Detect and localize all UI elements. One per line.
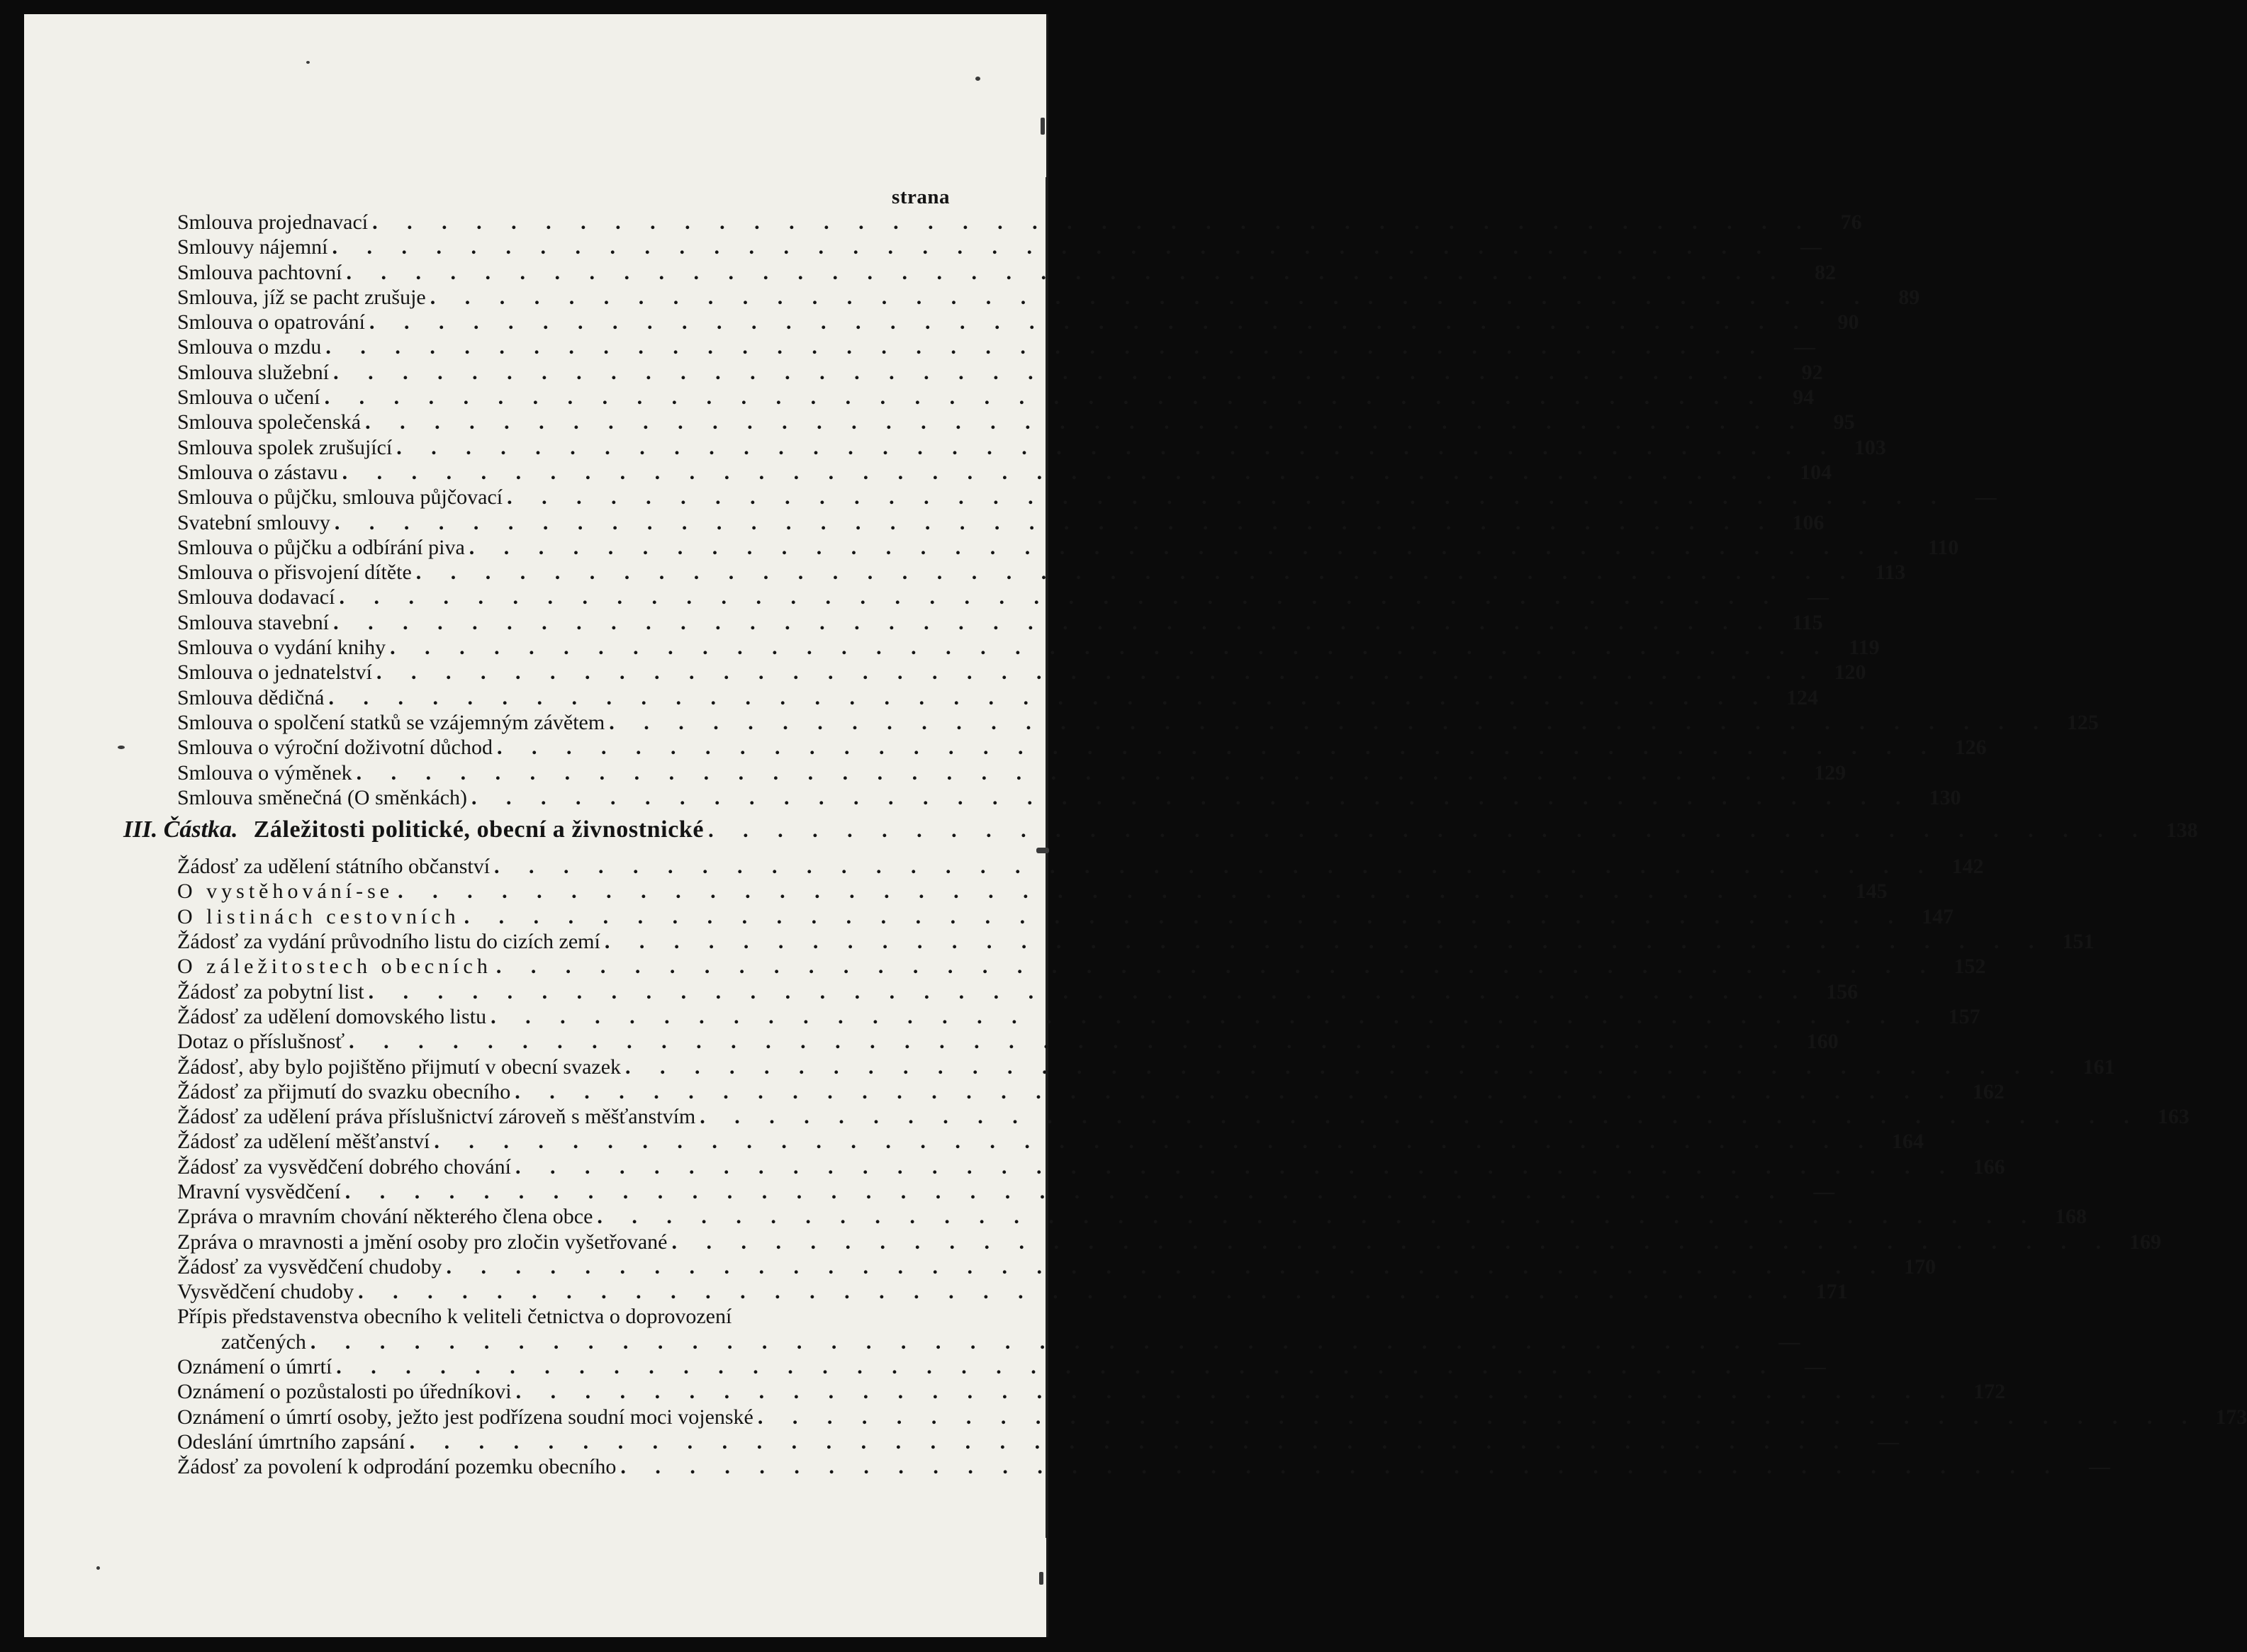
entry-page-number: 94	[1793, 386, 1815, 410]
entry-page-number: 142	[1951, 855, 1984, 879]
section-label: III. Částka.	[123, 816, 238, 843]
entry-page-number: 160	[1806, 1030, 1839, 1054]
entry-page-number: 92	[1801, 360, 1823, 384]
entry-page-number: 110	[1927, 535, 1959, 559]
entry-page-number: —	[1804, 1355, 1826, 1379]
entry-title: Žádosť za udělení měšťanství	[177, 1130, 430, 1154]
entry-page-number: 169	[2129, 1230, 2161, 1254]
entry-title: Smlouva o mzdu	[177, 335, 322, 359]
entry-page-number: 156	[1826, 979, 1859, 1004]
dot-leader: . . . . . . . . . . . . . . . . . . . . . . . . . . . . . . . . . . . . . . . . . .	[368, 979, 1810, 1004]
entry-title: Oznámení o úmrtí osoby, ježto jest podřízena soudní moci vojenské	[177, 1405, 753, 1429]
entry-title: Žádosť za přijmutí do svazku obecního	[177, 1079, 511, 1103]
dot-leader: . . . . . . . . . . . . . . . . . . . . . . . . . . . . . . . . . . . . . . . . . .	[372, 210, 1814, 234]
dot-leader: . . . . . . . . . . . . . . . . . . . . . . . . . . . . . . . . . . . . . . . . . .	[415, 561, 1858, 585]
toc-entry	[177, 1330, 1800, 1354]
print-speck	[975, 77, 980, 81]
toc-entry	[177, 485, 1997, 510]
toc-entry	[177, 904, 1954, 929]
entry-title: Žádosť za vydání průvodního listu do cizích zemí	[177, 930, 600, 954]
toc-entry	[177, 410, 1855, 434]
print-speck	[1036, 848, 1049, 853]
entry-page-number: 76	[1840, 210, 1862, 234]
toc-entry	[177, 1204, 2087, 1229]
entry-page-number: 106	[1792, 510, 1825, 534]
entry-title: Smlouva spolek zrušující	[177, 435, 393, 459]
print-speck	[118, 746, 125, 749]
entry-page-number: 125	[2066, 710, 2099, 734]
dot-leader: . . . . . . . . . . . . . . . . . . . . . . . . . . . . . . . . . . . . . . . . . .	[376, 661, 1818, 685]
entry-title: Mravní vysvědčení	[177, 1179, 341, 1203]
entry-title: Žádosť za povolení k odprodání pozemku obecního	[177, 1455, 617, 1479]
dot-leader: . . . . . . . . . . . . . . . . . . . . . . . . . . . . . . . . . . . . . . . . . .	[310, 1330, 1752, 1354]
entry-title: Žádosť, aby bylo pojištěno přijmutí v obecní svazek	[177, 1055, 622, 1079]
dot-leader: . . . . . . . . . . . . . . . . . . . . . . . . . . . . . . . . . . . . . . . . . .	[365, 410, 1807, 434]
entry-title: Svatební smlouvy	[177, 510, 330, 534]
toc-entry	[177, 854, 1984, 879]
entry-page-number: 130	[1929, 785, 1961, 809]
dot-leader: . . . . . . . . . . . . . . . . . . . . . . . . . . . . . . . . . . . . . . . . . .	[446, 1254, 1888, 1279]
dot-leader: . . . . . . . . . . . . . . . . . . . . . . . . . . . . . . . . . . . . . . . . . .	[349, 1030, 1791, 1054]
entry-title: Smlouva o půjčku a odbírání piva	[177, 535, 465, 559]
entry-page-number: 163	[2157, 1105, 2190, 1129]
entry-page-number: 170	[1904, 1254, 1937, 1279]
entry-title: Smlouva o zástavu	[177, 460, 338, 484]
entry-page-number: 152	[1954, 955, 1986, 979]
entry-title: O záležitostech obecních	[177, 955, 492, 979]
toc-entry	[177, 1004, 1980, 1029]
section-page-number: 138	[2165, 819, 2198, 843]
toc-entry	[177, 335, 1815, 359]
toc-entry	[177, 760, 1847, 785]
entry-title: Žádosť za udělení práva příslušnictví zároveň s měšťanstvím	[177, 1105, 696, 1129]
entry-page-number: 147	[1922, 904, 1954, 928]
entry-page-number: 115	[1792, 610, 1823, 634]
toc-entry	[177, 560, 1906, 585]
toc-entry	[177, 929, 2095, 954]
toc-entry	[177, 785, 1961, 810]
toc-entry	[177, 1254, 1937, 1279]
entry-page-number: 151	[2062, 930, 2095, 954]
toc-entry	[177, 1429, 1900, 1454]
toc-entry	[177, 360, 1823, 385]
dot-leader: . . . . . . . . . . . . . . . . . . . . . . . . . . . . . . . . . . . . . . . . . .	[604, 930, 2046, 954]
dot-leader: . . . . . . . . . . . . . . . . . . . . . . . . . . . . . . . . . . . . . . . . . .	[409, 1429, 1851, 1454]
print-speck	[306, 61, 310, 64]
dot-leader: . . . . . . . . . . . . . . . . . . . . . . . . . . . . . . . . . . . . . . . . . .	[494, 855, 1936, 879]
entry-title: Dotaz o příslušnosť	[177, 1030, 345, 1054]
toc-entry	[177, 685, 1818, 710]
dot-leader: . . . . . . . . . . . . . . . . . . . . . . . . . . . . . . . . . . . . . . . . . .	[398, 880, 1839, 904]
dot-leader: . . . . . . . . . . . . . . . . . . . . . . . . . . . . . . . . . . . . . . . . . .	[325, 335, 1767, 359]
toc-entry	[177, 610, 1823, 635]
entry-title: Zpráva o mravnosti a jmění osoby pro zločin vyšetřované	[177, 1230, 668, 1254]
toc-entry	[177, 310, 1859, 335]
dot-leader: . . . . . . . . . . . . . . . . . . . . . . . . . . . . . . . . . . . . . . . . . .	[495, 955, 1938, 979]
toc-entry	[177, 210, 1862, 235]
toc-entry	[177, 1379, 2006, 1404]
entry-title: Smlouva o učení	[177, 386, 320, 410]
entry-title: Smlouva o půjčku, smlouva půjčovací	[177, 485, 503, 510]
entry-page-number: —	[1807, 585, 1829, 609]
toc-entry	[177, 1454, 2110, 1479]
toc-entry	[177, 1354, 1826, 1379]
entry-page-number: 103	[1854, 435, 1886, 459]
dot-leader: . . . . . . . . . . . . . . . . . . . . . . . . . . . . . . . . . . . . . . . . . .	[344, 1179, 1787, 1203]
entry-title: Smlouva, jíž se pacht zrušuje	[177, 285, 426, 309]
print-speck	[1039, 1572, 1043, 1585]
entry-title: Smlouva o výměnek	[177, 760, 352, 785]
dot-leader: . . . . . . . . . . . . . . . . . . . . . . . . . . . . . . . . . . . . . . . . . .	[757, 1405, 2200, 1429]
entry-page-number: —	[2088, 1455, 2110, 1479]
entry-title: Žádosť za pobytní list	[177, 979, 364, 1004]
dot-leader: . . . . . . . . . . . . . . . . . . . . . . . . . . . . . . . . . . . . . . . . . .	[390, 636, 1832, 660]
toc-entry	[177, 1304, 950, 1329]
toc-entry	[177, 1405, 2247, 1429]
toc-entry	[177, 710, 2099, 735]
dot-leader: . . . . . . . . . . . . . . . . . . . . . . . . . . . . . . . . . . . . . . . . . .	[507, 485, 1949, 510]
entry-title: Smlouva společenská	[177, 410, 362, 434]
entry-page-number: —	[1975, 485, 1997, 510]
dot-leader: . . . . . . . . . . . . . . . . . . . . . . . . . . . . . . . . . . . . . . . . . .	[515, 1079, 1956, 1103]
print-speck	[1041, 118, 1045, 135]
dot-leader: . . . . . . . . . . . . . . . . . . . . . . . . . . . . . . . . . . . . . . . . . .	[515, 1154, 1957, 1179]
dot-leader: . . . . . . . . . . . . . . . . . . . . . . . . . . . . . . . . . . . . . . . . . .	[346, 260, 1788, 284]
entry-page-number: 126	[1954, 736, 1987, 760]
entry-title: Smlouva o opatrování	[177, 310, 365, 335]
toc-entry	[177, 735, 1987, 760]
dot-leader: . . . . . . . . . . . . . . . . . . . . . . . . . . . . . . . . . . . . . . . . . .	[496, 736, 1939, 760]
toc-entry	[177, 460, 1832, 485]
dot-leader: . . . . . . . . . . . . . . . . . . . . . . . . . . . . . . . . . . . . . . . . . .	[597, 1205, 2039, 1229]
entry-page-number: —	[1813, 1179, 1835, 1203]
entry-title: Vysvědčení chudoby	[177, 1280, 354, 1304]
dot-leader: . . . . . . . . . . . . . . . . . . . . . . . . . . . . . . . . . . . . . . . . . .	[356, 760, 1798, 785]
toc-entry	[177, 1079, 2005, 1104]
toc-entry	[177, 1279, 1848, 1304]
toc-entry	[177, 235, 1822, 259]
entry-title: Smlouvy nájemní	[177, 235, 328, 259]
dot-leader: . . . . . . . . . . . . . . . . . . . . . . . . . . . . . . . . . . . . . . . . . .	[369, 310, 1811, 335]
entry-title: Oznámení o pozůstalosti po úředníkovi	[177, 1380, 512, 1404]
dot-leader: . . . . . . . . . . . . . . . . . . . . . . . . . . . . . . . . . . . . . . . . . .	[396, 435, 1838, 459]
toc-entry	[177, 879, 1888, 904]
entry-page-number: 124	[1786, 685, 1818, 709]
dot-leader: . . . . . . . . . . . . . . . . . . . . . . . . . . . . . . . . . . . . . . . . . .	[464, 904, 1906, 928]
toc-entry	[177, 1104, 2190, 1129]
toc-entry	[177, 954, 1986, 979]
dot-leader: . . . . . . . . . . . . . . . . . . . . . . . . . . . . . . . . . . . . . . . . . .	[358, 1280, 1800, 1304]
entry-title: Smlouva o výroční doživotní důchod	[177, 736, 493, 760]
dot-leader: . . . . . . . . . . . . . . . . . . . . . . . . . . . . . . . . . . . . . . . . . .	[333, 610, 1775, 634]
dot-leader: . . . . . . . . . . . . . . . . . . . . . . . . . . . . . . . . . . . . . . . . . .	[336, 1355, 1778, 1379]
entry-page-number: —	[1800, 235, 1822, 259]
toc-entry	[177, 979, 1859, 1004]
entry-title: Smlouva dodavací	[177, 585, 335, 609]
entry-page-number: 104	[1800, 460, 1832, 484]
dot-leader: . . . . . . . . . . . . . . . . . . . . . . . . . . . . . . . . . . . . . . . . . .	[434, 1130, 1876, 1154]
entry-page-number: 157	[1948, 1004, 1980, 1028]
dot-leader: . . . . . . . . . . . . . . . . . . . . . . . . . . . . . . . . . . . . . . . . . .	[469, 535, 1911, 559]
toc-entry	[177, 1029, 1839, 1054]
entry-title: Smlouva pachtovní	[177, 260, 342, 284]
toc-entry	[177, 260, 1836, 285]
dot-leader: . . . . . . . . . . . . . . . . . . . . . . . . . . . . . . . . . . . . . . . . . .	[491, 1004, 1932, 1028]
dot-leader: . . . . . . . . . . . . . . . . . . . . . . . . . . . . . . . . . . . . . . . . . .	[333, 360, 1775, 384]
entry-title: Oznámení o úmrtí	[177, 1355, 332, 1379]
toc-entry	[177, 1154, 2005, 1179]
dot-leader: . . . . . . . . . . . . . . . . . . . . . . . . . . . . . . . . . . . . . . . . . .	[625, 1055, 2067, 1079]
toc-entries	[123, 210, 2247, 1480]
toc-entry	[177, 510, 1825, 535]
entry-page-number: 95	[1833, 410, 1855, 434]
column-header-page: strana	[892, 186, 950, 208]
entry-page-number: 171	[1815, 1280, 1848, 1304]
toc-entry	[177, 635, 1880, 660]
entry-title: Přípis představenstva obecního k veliteli četnictva o doprovození	[177, 1305, 732, 1329]
entry-title: Smlouva o vydání knihy	[177, 636, 386, 660]
entry-page-number: 162	[1972, 1079, 2005, 1103]
dot-leader: . . . . . . . . . . . . . . . . . . . . . . . . . . . . . . . . . . . . . . . . . .	[700, 1105, 2141, 1129]
entry-title: Smlouva o jednatelství	[177, 661, 372, 685]
entry-page-number: 119	[1849, 636, 1880, 660]
entry-title: Smlouva o přisvojení dítěte	[177, 561, 412, 585]
entry-title: Žádosť za udělení státního občanství	[177, 855, 491, 879]
entry-title: Žádosť za vysvědčení chudoby	[177, 1254, 442, 1279]
entry-page-number: 172	[1973, 1380, 2006, 1404]
dot-leader: . . . . . . . . . . . . . . . . . . . . . . . . . . . . . . . . . . . . . . . . . .	[324, 386, 1766, 410]
toc-entry	[177, 385, 1815, 410]
entry-title: Odeslání úmrtního zapsání	[177, 1429, 405, 1454]
entry-title: O listinách cestovních	[177, 904, 460, 928]
entry-page-number: 113	[1874, 561, 1906, 585]
dot-leader: . . . . . . . . . . . . . . . . . . . . . . . . . . . . . . . . . . . . . . . . . .	[620, 1455, 2062, 1479]
dot-leader: . . . . . . . . . . . . . . . . . . . . . . . . . . . . . . . . . . . . . . . . . .	[328, 685, 1770, 709]
entry-title: Zpráva o mravním chování některého člena obce	[177, 1205, 593, 1229]
dot-leader: . . . . . . . . . . . . . . . . . . . . . . . . . . . . . . . . . . . . . . . . . .	[334, 510, 1776, 534]
dot-leader: . . . . . . . . . . . . . . . . . . . . . . . . . . . . . . . . . . . . . . . . . .	[332, 235, 1773, 259]
entry-title: Žádosť za udělení domovského listu	[177, 1004, 487, 1028]
dot-leader: . . . . . . . . . . . . . . . . . . . . . . . . . . . . . . . . . . . . . . . . . .	[708, 819, 2150, 843]
dot-leader: . . . . . . . . . . . . . . . . . . . . . . . . . . . . . . . . . . . . . . . . . .	[671, 1230, 2113, 1254]
dot-leader: . . . . . . . . . . . . . . . . . . . . . . . . . . . . . . . . . . . . . . . . . .	[430, 285, 1872, 309]
section-title: Záležitosti politické, obecní a živnostnické	[253, 816, 705, 843]
entry-title: Smlouva dědičná	[177, 685, 325, 709]
toc-entry	[177, 535, 1959, 560]
toc-entry	[177, 1230, 2161, 1254]
entry-page-number: —	[1778, 1330, 1800, 1354]
entry-page-number: 166	[1973, 1154, 2005, 1179]
entry-title: Smlouva směnečná (O směnkách)	[177, 785, 468, 809]
entry-page-number: —	[1878, 1429, 1900, 1454]
toc-entry	[177, 435, 1886, 460]
dot-leader: . . . . . . . . . . . . . . . . . . . . . . . . . . . . . . . . . . . . . . . . . .	[471, 785, 1913, 809]
entry-page-number: 82	[1814, 260, 1836, 284]
entry-page-number: —	[1793, 335, 1815, 359]
entry-title: Žádosť za vysvědčení dobrého chování	[177, 1154, 511, 1179]
dot-leader: . . . . . . . . . . . . . . . . . . . . . . . . . . . . . . . . . . . . . . . . . .	[609, 710, 2051, 734]
dot-leader: . . . . . . . . . . . . . . . . . . . . . . . . . . . . . . . . . . . . . . . . . .	[515, 1380, 1958, 1404]
toc-entry	[177, 1179, 1835, 1204]
toc-entry	[177, 585, 1829, 609]
dot-leader: . . . . . . . . . . . . . . . . . . . . . . . . . . . . . . . . . . . . . . . . . .	[339, 585, 1781, 609]
print-speck	[96, 1566, 100, 1570]
entry-page-number: 90	[1837, 310, 1859, 335]
entry-page-number: 168	[2054, 1205, 2087, 1229]
toc-entry	[177, 660, 1866, 685]
entry-page-number: 89	[1898, 285, 1920, 309]
entry-title: O vystěhování-se	[177, 880, 394, 904]
toc-entry	[177, 285, 1920, 310]
entry-page-number: 120	[1834, 661, 1866, 685]
entry-page-number: 173	[2215, 1405, 2247, 1429]
entry-title: Smlouva služební	[177, 360, 330, 384]
entry-title: zatčených	[221, 1330, 306, 1354]
entry-title: Smlouva o spolčení statků se vzájemným závětem	[177, 710, 605, 734]
entry-page-number: 145	[1855, 880, 1888, 904]
entry-page-number: 161	[2083, 1055, 2115, 1079]
section-heading	[123, 814, 2198, 851]
dot-leader: . . . . . . . . . . . . . . . . . . . . . . . . . . . . . . . . . . . . . . . . . .	[342, 460, 1784, 484]
entry-title: Smlouva projednavací	[177, 210, 369, 234]
toc-entry	[177, 1055, 2115, 1079]
toc-entry	[177, 1129, 1924, 1154]
entry-page-number: 129	[1814, 760, 1847, 785]
entry-page-number: 164	[1891, 1130, 1924, 1154]
entry-title: Smlouva stavební	[177, 610, 330, 634]
